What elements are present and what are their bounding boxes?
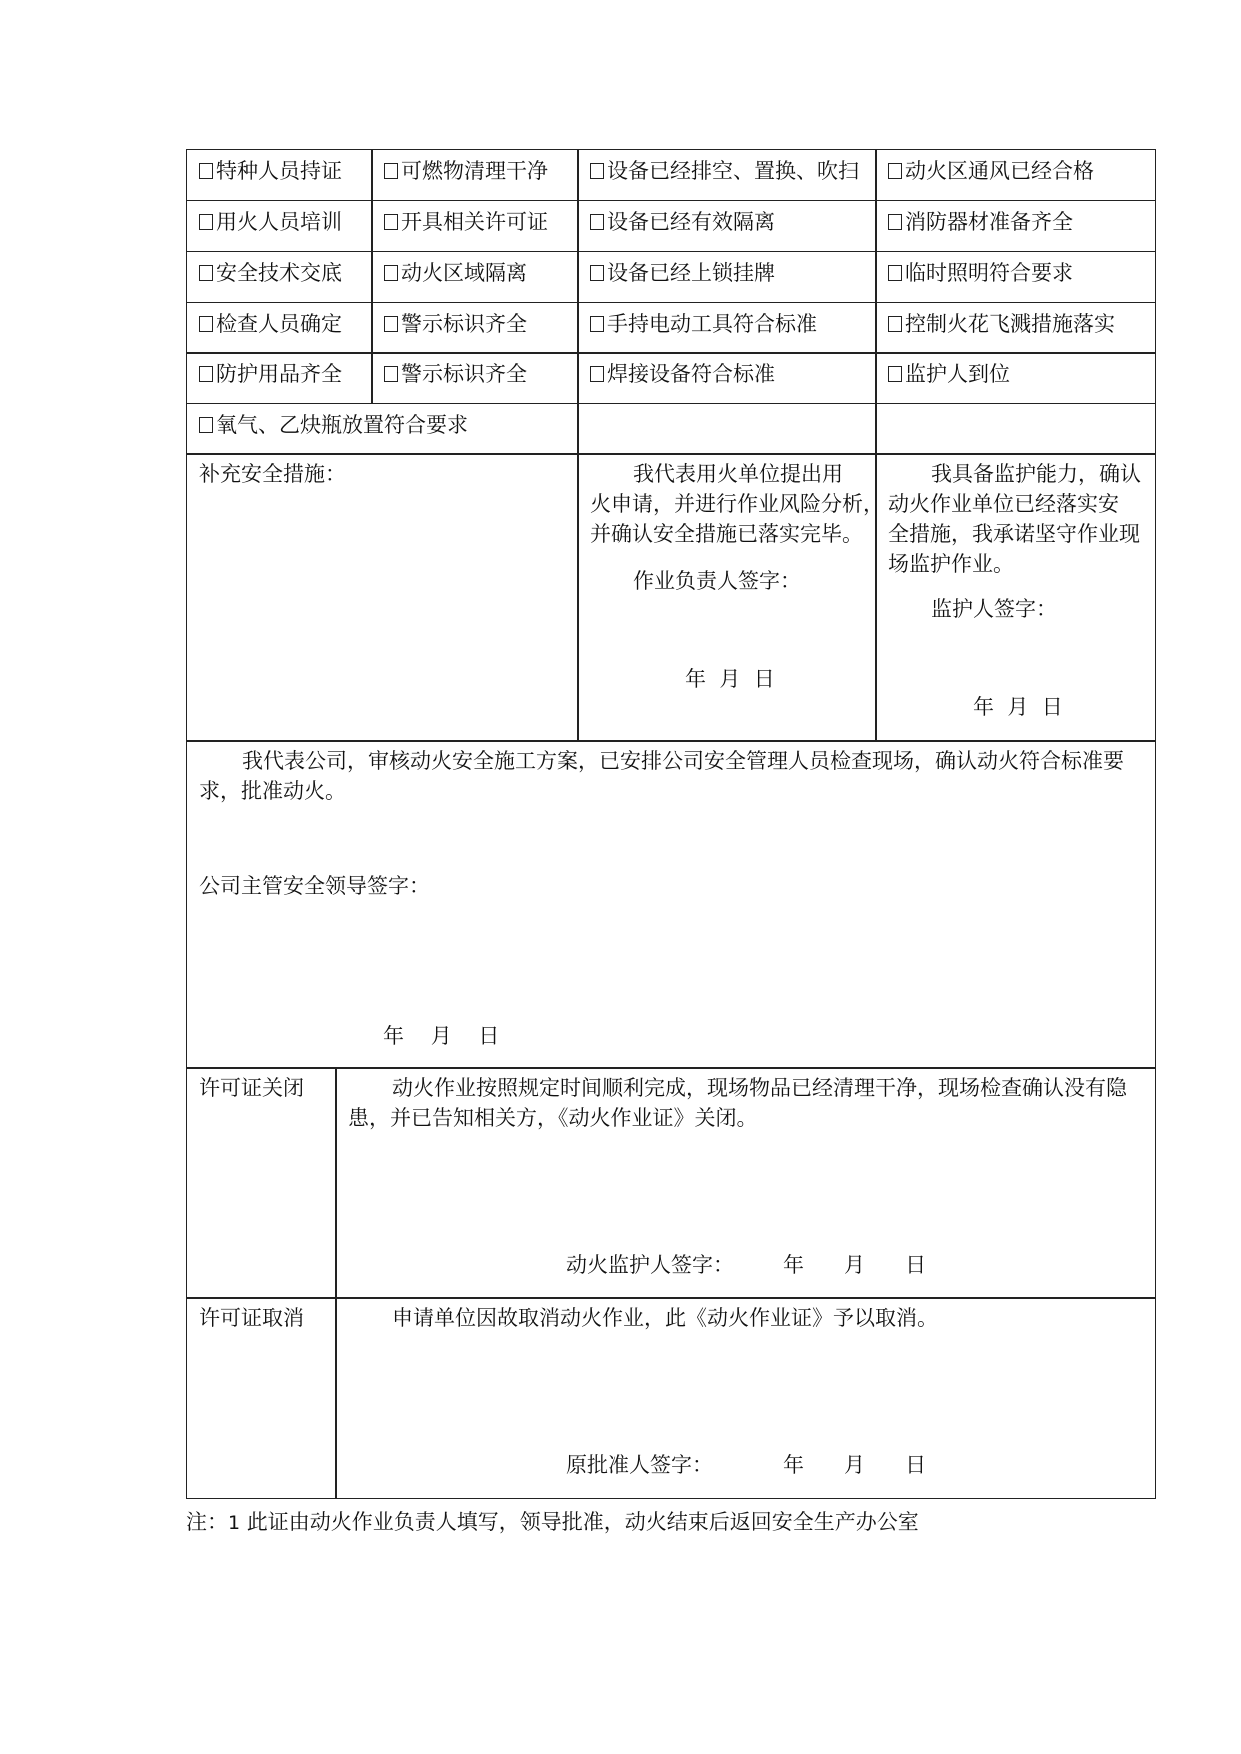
approval-cell <box>186 740 1156 1069</box>
applicant-date: 年 月 日 <box>685 667 775 691</box>
guardian-statement-line: 我具备监护能力，确认 <box>931 462 1141 486</box>
supplement-label: 补充安全措施： <box>199 462 346 486</box>
checklist-label: 设备已经排空、置换、吹扫 <box>607 159 859 183</box>
checklist-cell[interactable] <box>875 149 1156 201</box>
closure-label-cell <box>186 1067 337 1299</box>
cancel-label: 许可证取消 <box>199 1306 304 1330</box>
applicant-signature-label: 作业负责人签字： <box>633 569 801 593</box>
checkbox-icon[interactable] <box>888 366 902 382</box>
approval-signature-label: 公司主管安全领导签字： <box>199 874 430 898</box>
checkbox-icon[interactable] <box>384 163 398 179</box>
checklist-cell[interactable] <box>371 251 579 303</box>
checklist-label: 警示标识齐全 <box>401 362 527 386</box>
cancel-date: 年 月 日 <box>783 1453 927 1477</box>
checkbox-icon[interactable] <box>199 417 213 433</box>
cancel-label-cell <box>186 1297 337 1499</box>
closure-statement-line: 动火作业按照规定时间顺利完成，现场物品已经清理干净，现场检查确认没有隐 <box>392 1076 1127 1100</box>
checklist-cell[interactable] <box>577 200 877 252</box>
closure-content-cell <box>335 1067 1156 1299</box>
guardian-statement-line: 动火作业单位已经落实安 <box>888 492 1119 516</box>
checklist-label: 控制火花飞溅措施落实 <box>905 312 1115 336</box>
cancel-statement-line: 申请单位因故取消动火作业，此《动火作业证》予以取消。 <box>392 1306 938 1330</box>
checkbox-icon[interactable] <box>590 214 604 230</box>
checklist-cell[interactable] <box>186 352 373 404</box>
checklist-label: 消防器材准备齐全 <box>905 210 1073 234</box>
checklist-cell[interactable] <box>371 149 579 201</box>
cancel-content-cell <box>335 1297 1156 1499</box>
checkbox-icon[interactable] <box>384 265 398 281</box>
checklist-cell[interactable] <box>577 352 877 404</box>
footnote-prefix: 注： <box>186 1510 228 1534</box>
applicant-statement-line: 并确认安全措施已落实完毕。 <box>590 522 863 546</box>
checklist-label: 安全技术交底 <box>216 261 342 285</box>
checklist-label: 设备已经有效隔离 <box>607 210 775 234</box>
empty-cell <box>577 403 877 455</box>
checklist-cell[interactable] <box>577 302 877 354</box>
checklist-label: 特种人员持证 <box>216 159 342 183</box>
checkbox-icon[interactable] <box>199 366 213 382</box>
checkbox-icon[interactable] <box>590 163 604 179</box>
checklist-cell[interactable] <box>186 200 373 252</box>
checklist-cell[interactable] <box>875 200 1156 252</box>
checklist-cell[interactable] <box>186 403 579 455</box>
checkbox-icon[interactable] <box>384 214 398 230</box>
checklist-cell[interactable] <box>875 302 1156 354</box>
approval-date: 年 月 日 <box>383 1024 500 1048</box>
checklist-label: 焊接设备符合标准 <box>607 362 775 386</box>
checkbox-icon[interactable] <box>199 214 213 230</box>
approval-statement-line: 求，批准动火。 <box>199 779 346 803</box>
checklist-cell[interactable] <box>371 200 579 252</box>
checklist-cell[interactable] <box>371 352 579 404</box>
closure-statement-line: 患，并已告知相关方，《动火作业证》关闭。 <box>348 1106 758 1130</box>
closure-date: 年 月 日 <box>783 1253 927 1277</box>
closure-signature-label: 动火监护人签字： <box>566 1253 734 1277</box>
guardian-date: 年 月 日 <box>973 695 1063 719</box>
checkbox-icon[interactable] <box>888 265 902 281</box>
checklist-cell[interactable] <box>186 149 373 201</box>
guardian-statement-line: 全措施，我承诺坚守作业现 <box>888 522 1140 546</box>
applicant-statement-line: 我代表用火单位提出用 <box>633 462 843 486</box>
checklist-label: 开具相关许可证 <box>401 210 548 234</box>
checkbox-icon[interactable] <box>590 265 604 281</box>
checklist-label: 警示标识齐全 <box>401 312 527 336</box>
checklist-cell[interactable] <box>371 302 579 354</box>
checklist-label: 检查人员确定 <box>216 312 342 336</box>
checklist-cell[interactable] <box>577 251 877 303</box>
empty-cell <box>875 403 1156 455</box>
checklist-cell[interactable] <box>875 251 1156 303</box>
checklist-label: 用火人员培训 <box>216 210 342 234</box>
applicant-statement-line: 火申请，并进行作业风险分析， <box>590 492 884 516</box>
checklist-label: 防护用品齐全 <box>216 362 342 386</box>
guardian-cell <box>875 453 1156 742</box>
closure-label: 许可证关闭 <box>199 1076 304 1100</box>
checkbox-icon[interactable] <box>199 265 213 281</box>
checklist-label: 监护人到位 <box>905 362 1010 386</box>
checklist-label: 可燃物清理干净 <box>401 159 548 183</box>
supplement-cell[interactable] <box>186 453 579 742</box>
footnote-number: 1 <box>228 1512 241 1534</box>
checklist-label: 动火区域隔离 <box>401 261 527 285</box>
cancel-signature-label: 原批准人签字： <box>566 1453 713 1477</box>
checklist-label: 动火区通风已经合格 <box>905 159 1094 183</box>
checkbox-icon[interactable] <box>590 316 604 332</box>
checklist-cell[interactable] <box>186 302 373 354</box>
checkbox-icon[interactable] <box>590 366 604 382</box>
checkbox-icon[interactable] <box>888 316 902 332</box>
checkbox-icon[interactable] <box>384 316 398 332</box>
checklist-cell[interactable] <box>577 149 877 201</box>
checklist-cell[interactable] <box>875 352 1156 404</box>
guardian-signature-label: 监护人签字： <box>931 597 1057 621</box>
checklist-label: 临时照明符合要求 <box>905 261 1073 285</box>
guardian-statement-line: 场监护作业。 <box>888 552 1014 576</box>
approval-statement-line: 我代表公司，审核动火安全施工方案，已安排公司安全管理人员检查现场，确认动火符合标准要 <box>242 749 1124 773</box>
checklist-label: 手持电动工具符合标准 <box>607 312 817 336</box>
checkbox-icon[interactable] <box>199 163 213 179</box>
applicant-cell <box>577 453 884 742</box>
checkbox-icon[interactable] <box>888 214 902 230</box>
footnote-text: 此证由动火作业负责人填写，领导批准，动火结束后返回安全生产办公室 <box>240 1510 919 1534</box>
checklist-label: 设备已经上锁挂牌 <box>607 261 775 285</box>
checkbox-icon[interactable] <box>888 163 902 179</box>
checkbox-icon[interactable] <box>384 366 398 382</box>
checkbox-icon[interactable] <box>199 316 213 332</box>
footnote <box>186 1506 919 1536</box>
checklist-cell[interactable] <box>186 251 373 303</box>
checklist-label: 氧气、乙炔瓶放置符合要求 <box>216 413 468 437</box>
